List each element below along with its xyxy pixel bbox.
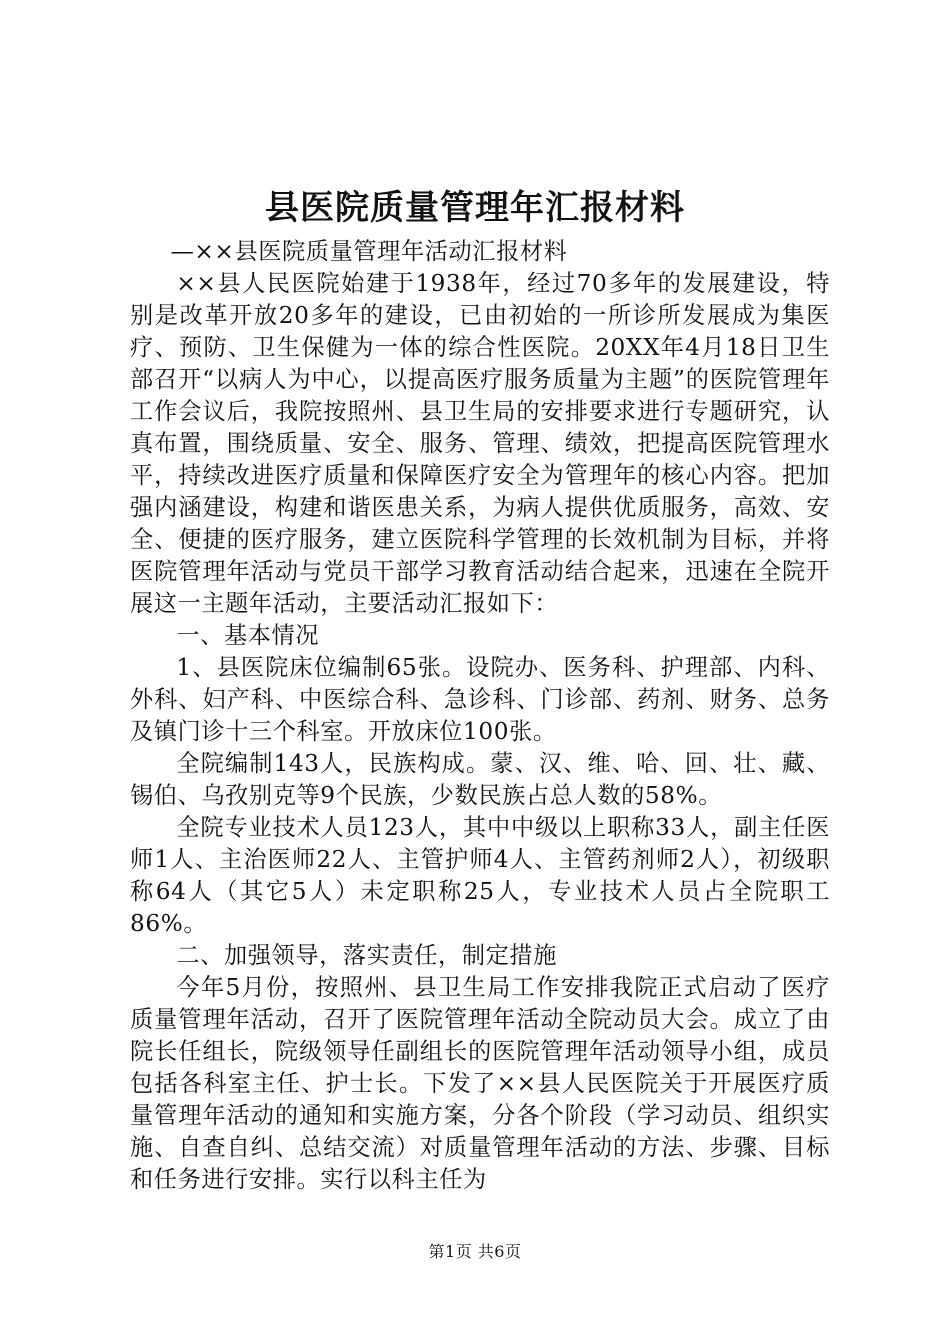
page-number-footer: 第1页 共6页 [428, 1242, 522, 1261]
document-body [130, 236, 830, 1196]
section-heading-leadership: 二、加强领导，落实责任，制定措施 [176, 942, 557, 969]
paragraph-beds: 1、县医院床位编制65张。设院办、医务科、护理部、内科、外科、妇产科、中医综合科、急诊科、门诊部、药剂、财务、总务及镇门诊十三个科室。开放床位100张。 [130, 654, 830, 745]
section-heading-basic-situation: 一、基本情况 [176, 622, 320, 649]
paragraph-intro: ××县人民医院始建于1938年，经过70多年的发展建设，特别是改革开放20多年的建设，已由初始的一所诊所发展成为集医疗、预防、卫生保健为一体的综合性医院。20XX年4月18日卫生部召开“以病人为中心，以提高医疗服务质量为主题”的医院管理年工作会议后，我院按照州、县卫生局的安排要求进行专题研究，认真布置，围绕质量、安全、服务、管理、绩效，把提高医院管理水平，持续改进医疗质量和保障医疗安全为管理年的核心内容。把加强内涵建设，构建和谐医患关系，为病人提供优质服务，高效、安全、便捷的医疗服务，建立医院科学管理的长效机制为目标，并将医院管理年活动与党员干部学习教育活动结合起来，迅速在全院开展这一主题年活动，主要活动汇报如下： [130, 270, 830, 617]
paragraph-leadership: 今年5月份，按照州、县卫生局工作安排我院正式启动了医疗质量管理年活动，召开了医院管理年活动全院动员大会。成立了由院长任组长，院级领导任副组长的医院管理年活动领导小组，成员包括各科室主任、护士长。下发了××县人民医院关于开展医疗质量管理年活动的通知和实施方案，分各个阶段（学习动员、组织实施、自查自纠、总结交流）对质量管理年活动的方法、步骤、目标和任务进行安排。实行以科主任为 [130, 974, 830, 1193]
paragraph-technical-staff: 全院专业技术人员123人，其中中级以上职称33人，副主任医师1人、主治医师22人、主管护师4人、主管药剂师2人），初级职称64人（其它5人）未定职称25人，专业技术人员占全院职工86%。 [130, 814, 830, 937]
document-title: 县医院质量管理年汇报材料 [265, 188, 685, 228]
paragraph-staffing: 全院编制143人，民族构成。蒙、汉、维、哈、回、壮、藏、锡伯、乌孜别克等9个民族，少数民族占总人数的58%。 [130, 750, 830, 809]
document-subtitle: —××县医院质量管理年活动汇报材料 [170, 238, 568, 265]
